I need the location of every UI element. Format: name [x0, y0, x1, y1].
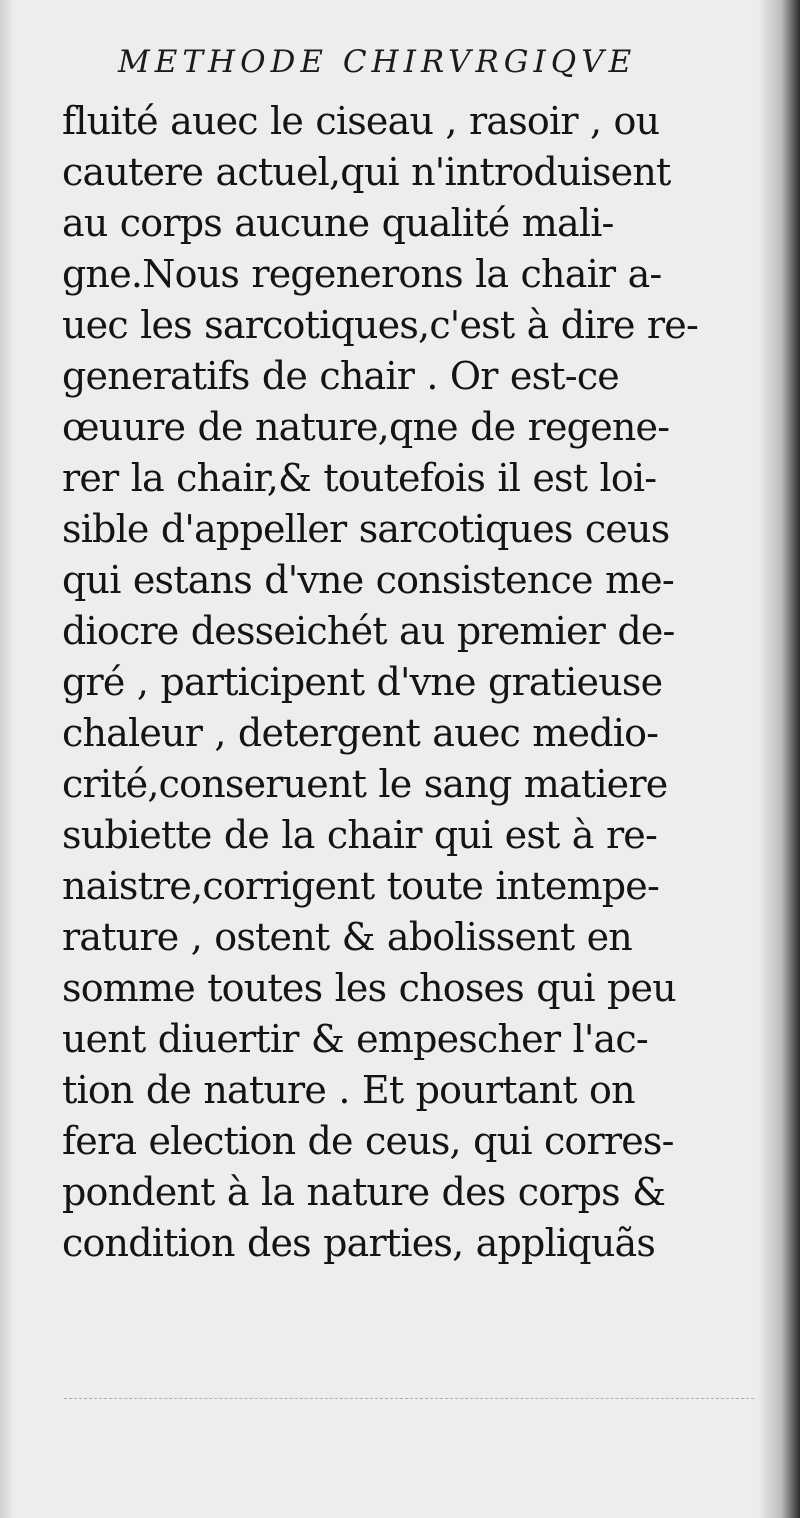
text-line: rer la chair,& toutefois il est loi- — [62, 456, 657, 500]
text-line: fera election de ceus, qui corres- — [62, 1119, 674, 1163]
running-head: METHODE CHIRVRGIQVE — [118, 44, 637, 80]
text-line: pondent à la nature des corps & — [62, 1170, 666, 1214]
text-line: naistre,corrigent toute intempe- — [62, 864, 659, 908]
text-line: œuure de nature,qne de regene- — [62, 405, 670, 449]
text-line: au corps aucune qualité mali- — [62, 201, 614, 245]
text-line: tion de nature . Et pourtant on — [62, 1068, 635, 1112]
text-line: rature , ostent & abolissent en — [62, 915, 632, 959]
text-line: generatifs de chair . Or est-ce — [62, 354, 619, 398]
text-line: gne.Nous regenerons la chair a- — [62, 252, 662, 296]
text-line: diocre desseichét au premier de- — [62, 609, 675, 653]
text-line: qui estans d'vne consistence me- — [62, 558, 674, 602]
bottom-rule — [64, 1398, 754, 1400]
text-line: sible d'appeller sarcotiques ceus — [62, 507, 670, 551]
body-text — [62, 96, 762, 1269]
text-line: uec les sarcotiques,c'est à dire re- — [62, 303, 699, 347]
page-edge-shadow — [758, 0, 800, 1518]
text-line: cautere actuel,qui n'introduisent — [62, 150, 671, 194]
text-line: somme toutes les choses qui peu — [62, 966, 676, 1010]
text-line: gré , participent d'vne gratieuse — [62, 660, 663, 704]
text-line: subiette de la chair qui est à re- — [62, 813, 658, 857]
page-gutter-shadow — [0, 0, 14, 1518]
text-line: crité,conseruent le sang matiere — [62, 762, 668, 806]
text-line: uent diuertir & empescher l'ac- — [62, 1017, 648, 1061]
text-line: chaleur , detergent auec medio- — [62, 711, 659, 755]
text-line: fluité auec le ciseau , rasoir , ou — [62, 99, 660, 143]
text-line: condition des parties, appliquãs — [62, 1221, 656, 1265]
